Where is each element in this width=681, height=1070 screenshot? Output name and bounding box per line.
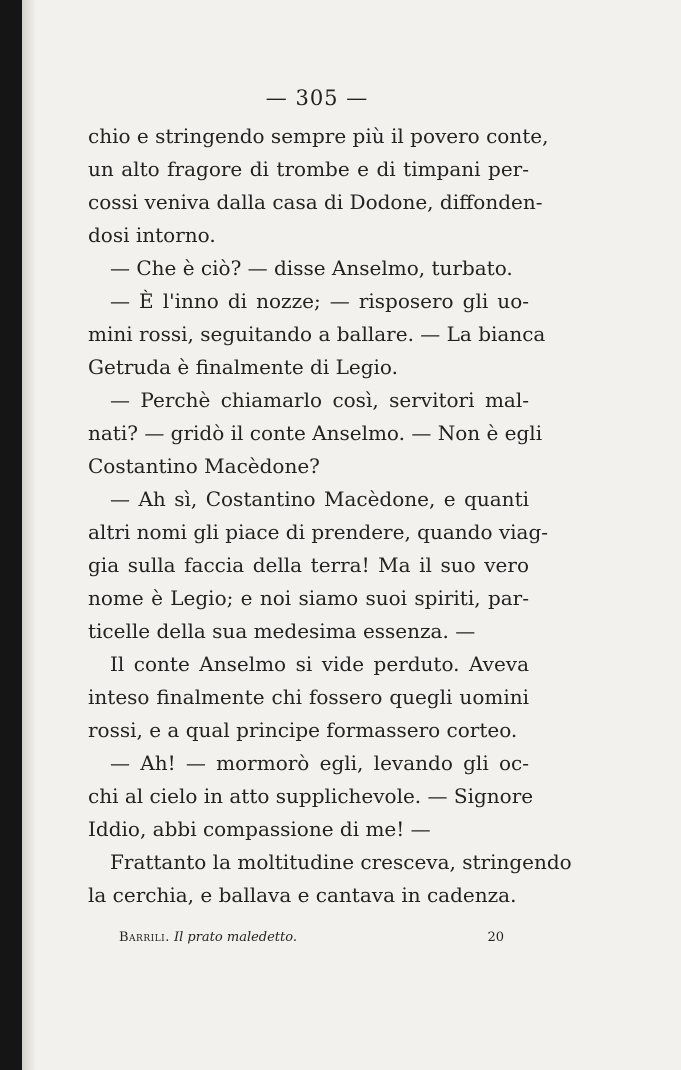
text-line: gia sulla faccia della terra! Ma il suo vero xyxy=(88,553,529,577)
body-text xyxy=(88,120,572,912)
text-line: — È l'inno di nozze; — risposero gli uo- xyxy=(110,289,529,313)
text-line: chio e stringendo sempre più il povero conte, xyxy=(88,124,549,148)
text-line: altri nomi gli piace di prendere, quando viag- xyxy=(88,520,549,544)
text-line: inteso finalmente chi fossero quegli uomini xyxy=(88,685,529,709)
signature-footer xyxy=(119,930,504,954)
text-line: ticelle della sua medesima essenza. — xyxy=(88,619,476,643)
text-line: — Ah! — mormorò egli, levando gli oc- xyxy=(110,751,529,775)
signature-author: Barrili. xyxy=(119,930,170,945)
text-line: — Che è ciò? — disse Anselmo, turbato. xyxy=(110,256,513,280)
signature-title: Il prato maledetto. xyxy=(173,930,297,945)
text-line: rossi, e a qual principe formassero corteo. xyxy=(88,718,518,742)
text-line: — Perchè chiamarlo così, servitori mal- xyxy=(110,388,529,412)
text-line: un alto fragore di trombe e di timpani per- xyxy=(88,157,529,181)
text-line: Frattanto la moltitudine cresceva, stringendo xyxy=(110,850,572,874)
binding-edge xyxy=(0,0,22,1070)
text-line: la cerchia, e ballava e cantava in cadenza. xyxy=(88,883,517,907)
text-line: nati? — gridò il conte Anselmo. — Non è egli xyxy=(88,421,543,445)
text-line: nome è Legio; e noi siamo suoi spiriti, par- xyxy=(88,586,529,610)
text-line: mini rossi, seguitando a ballare. — La bianca xyxy=(88,322,546,346)
sheet-number: 20 xyxy=(487,930,504,945)
text-line: chi al cielo in atto supplichevole. — Signore xyxy=(88,784,534,808)
text-line: Costantino Macèdone? xyxy=(88,454,320,478)
text-line: Il conte Anselmo si vide perduto. Aveva xyxy=(110,652,529,676)
page-gutter-shadow xyxy=(22,0,36,1070)
text-line: cossi veniva dalla casa di Dodone, diffonden- xyxy=(88,190,543,214)
text-line: Iddio, abbi compassione di me! — xyxy=(88,817,431,841)
printer-signature xyxy=(119,930,297,945)
text-line: — Ah sì, Costantino Macèdone, e quanti xyxy=(110,487,529,511)
text-line: dosi intorno. xyxy=(88,223,216,247)
page-number: — 305 — xyxy=(265,86,369,110)
text-line: Getruda è finalmente di Legio. xyxy=(88,355,398,379)
